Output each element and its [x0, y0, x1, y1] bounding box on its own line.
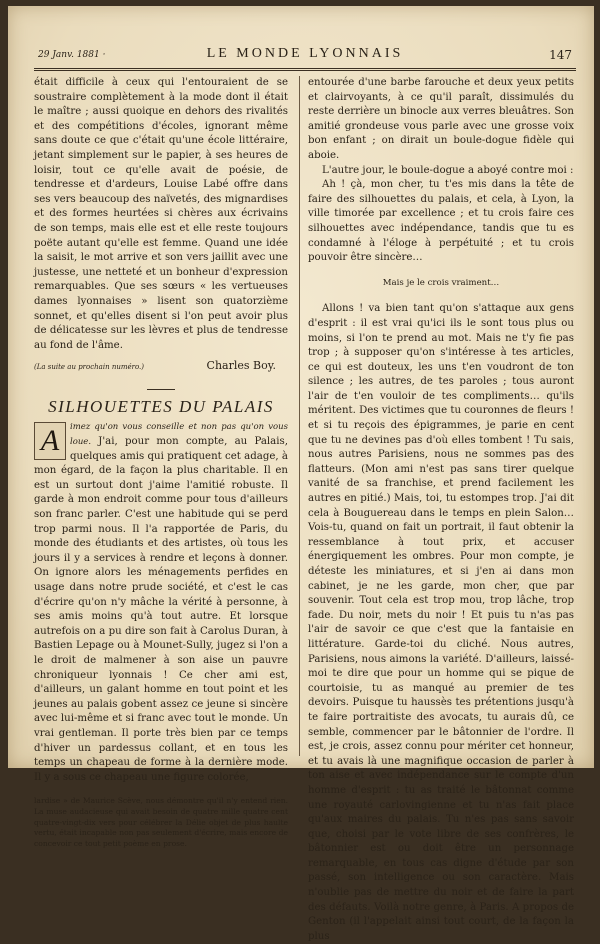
continued-note: (La suite au prochain numéro.)	[34, 363, 145, 372]
header-rule	[34, 68, 576, 69]
epigraph: imez qu'on vous conseille et non pas qu'on vous loue.	[70, 422, 288, 448]
section-title: SILHOUETTES DU PALAIS	[48, 396, 274, 416]
article-paragraph: Ah ! çà, mon cher, tu t'es mis dans la tête de faire des silhouettes du palais, et cela, à Lyon, la ville timorée par excellence ; et tu crois faire ces silhouettes avec indépendance, tandis que tu es condamné à l'éloge à perpétuité ; et tu crois pouvoir être sincère…	[308, 179, 574, 264]
column-divider	[299, 76, 300, 756]
page-number: 147	[549, 48, 572, 62]
issue-date: 29 Janv. 1881 ·	[38, 50, 106, 60]
masthead-title: LE MONDE LYONNAIS	[206, 46, 404, 61]
footnote-rule	[38, 791, 66, 792]
article-paragraph: L'autre jour, le boule-dogue a aboyé contre moi :	[322, 164, 574, 176]
centered-quote: Mais je le crois vraiment…	[382, 277, 500, 288]
article-text: J'ai, pour mon compte, au Palais, quelques amis qui pratiquent cet adage, à mon égard, de la façon la plus charitable. Il en est un surtout dont j'aime l'amitié robuste. Il garde à mon endroit comme pour tous d'ailleurs son franc parler. C'est une habitude qui se perd trop parmi nous. Il l'a rapportée de Paris, du monde des étudiants et des artistes, où tous les jours il y a services à rendre et leçons à donner. On ignore alors les ménagements perfides en usage dans notre prude société, et c'est le cas d'écrire qu'on n'y mâche la vérité à personne, à ses amis moins qu'à tout autre. Et lorsque autrefois on a pu dire son fait à Carolus Duran, à Bastien Lepage ou à Mounet-Sully, jugez si l'on a le droit de malmener à son aise un pauvre chroniqueur lyonnais ! Ce cher ami est, d'ailleurs, un galant homme en tout point et les jeunes au palais gobent assez ce jeune si sincère avec lui-même et si franc avec tout le monde. Un vrai gentleman. Il porte très bien par ce temps d'hiver un pardessus collant, et en tous les temps un chapeau de forme à la dernière mode. Il y a sous ce chapeau une figure colorée,	[34, 436, 288, 783]
drop-cap: A	[34, 422, 66, 460]
article-paragraph: était difficile à ceux qui l'entouraient de se soustraire complètement à la mode dont il était le maître ; aussi quoique en dehors des rivalités et des compétitions d'écoles, ignorant même sans doute ce que c'était qu'une école littéraire, jetant simplement sur le papier, à ses heures de loisir, tout ce qu'elle avait de poésie, de tendresse et d'ardeurs, Louise Labé offre dans ses vers beaucoup des naïvetés, des mignardises et des formes heurtées si chères aux écrivains de son temps, mais elle est et elle reste toujours poëte autant qu'elle est femme. Quand une idée la saisit, le mot arrive et son vers jaillit avec une justesse, une netteté et un bonheur d'expression remarquables. Que ses sœurs « les vertueuses dames lyonnaises » lisent son quatorzième sonnet, et qu'elles disent si l'on peut avoir plus de délicatesse sur les lèvres et plus de tendresse au fond de l'âme.	[34, 77, 288, 351]
article-paragraph: Allons ! va bien tant qu'on s'attaque aux gens d'esprit : il est vrai qu'ici ils le sont tous plus ou moins, si l'on te prend au mot. Mais ne t'y fie pas trop ; à supposer qu'on s'intéresse à tes articles, ce qui est douteux, les uns t'en voudront de ton silence ; les autres, de tes paroles ; tous auront l'air de t'en vouloir de tes compliments… qu'ils méritent. Des victimes que tu couronnes de fleurs ! et si tu reçois des épigrammes, je parie en cent que tu ne devines pas d'où elles tombent ! Tu sais, nous autres Parisiens, nous ne sommes pas des flatteurs. (Mon ami n'est pas sans tirer quelque vanité de sa franchise, et prend facilement les autres en pitié.) Mais, toi, tu estompes trop. J'ai dit cela à Bouguereau dans le temps en plein Salon… Vois-tu, quand on fait un portrait, il faut obtenir la ressemblance à tout prix, et accuser énergiquement les ombres. Pour mon compte, je déteste les miniatures, et si j'en ai dans mon cabinet, je ne les garde, mon cher, que par souvenir. Tout cela est trop mou, trop lâche, trop fade. Du noir, mets du noir ! Et puis tu n'as pas l'air de savoir ce que c'est que la fantaisie en littérature. Garde-toi du cliché. Nous autres, Parisiens, nous aimons la variété. D'ailleurs, laissé-moi te dire que pour un homme qui se pique de courtoisie, tu as manqué au premier de tes devoirs. Puisque tu haussès tes prétentions jusqu'à te faire portraitiste des avocats, tu aurais dû, ce semble, commencer par le bâtonnier de l'ordre. Il est, je crois, assez connu pour mériter cet honneur, et tu avais là une magnifique occasion de parler à ton aise et avec indépendance sur le compte d'un homme d'esprit : tu as traité le bâtonnat comme une royauté carlovingienne et tu n'as fait place qu'aux maires du palais. Tu n'es pas sans savoir que, choisi par le vote libre de ses confrères, le bâtonnier est ou doit être un personnage remarquable, en tous cas digne d'étude par son passé, son intelligence ou son caractère. Mais n'oublie pas de mettre du noir et de faire la part des défauts. Voilà notre genre, à Paris. A propos de Genton (il l'appelait ainsi tout court, de la façon la plus	[308, 303, 574, 942]
header-rule-secondary	[34, 70, 576, 71]
newspaper-page	[8, 6, 594, 942]
footnote: lardise » de Maurice Scève, nous démontre qu'il n'y entend rien. La muse audacieuse qui avait besoin de quatre mille quatre cent quatre-vingt-dix vers pour célébrer la Délie objet de plus haulte vertu, était incapable non pas seulement d'écrire, mais encore de concevoir ce tout petit poème en prose.	[34, 796, 288, 848]
page-header	[38, 46, 572, 66]
section-separator	[147, 389, 175, 390]
author-signature: Charles Boy.	[206, 359, 276, 373]
article-paragraph: entourée d'une barbe farouche et deux yeux petits et clairvoyants, à ce qu'il paraît, dissimulés du reste derrière un binocle aux verres bleuâtres. Son amitié grondeuse vous parle avec une grosse voix bon enfant ; on dirait un boule-dogue fidèle qui aboie.	[308, 77, 574, 161]
opening-paragraph	[34, 420, 288, 785]
left-column	[34, 76, 288, 849]
article-end	[34, 359, 288, 375]
right-column	[308, 76, 574, 944]
